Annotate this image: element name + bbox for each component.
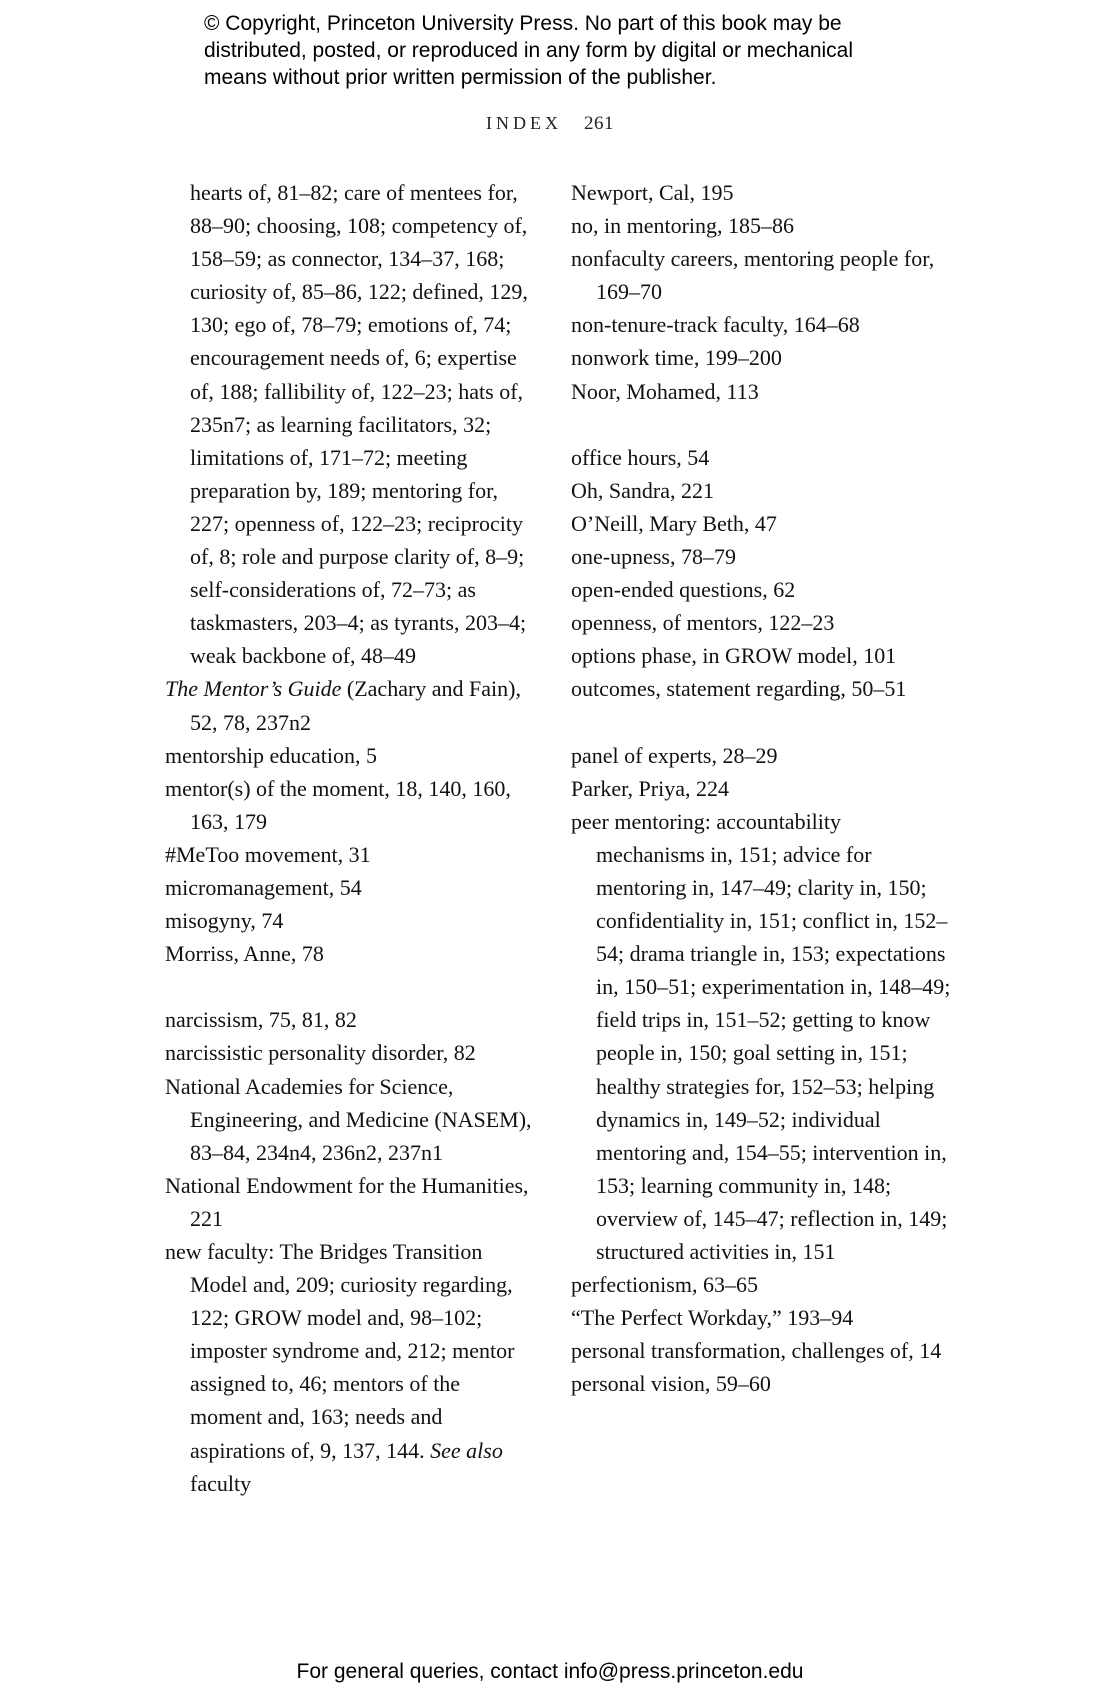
index-entry: narcissism, 75, 81, 82	[165, 1007, 357, 1033]
index-entry: non-tenure-track faculty, 164–68	[571, 312, 860, 338]
index-entry: no, in mentoring, 185–86	[571, 213, 795, 239]
index-entry: perfectionism, 63–65	[571, 1272, 758, 1298]
index-entry: office hours, 54	[571, 444, 710, 470]
section-gap	[571, 408, 951, 441]
index-entry: Newport, Cal, 195	[571, 180, 734, 205]
index-entry	[165, 1235, 537, 1500]
index-entry: personal transformation, challenges of, 14	[571, 1338, 942, 1364]
index-entry: peer mentoring: accountability mechanisms in, 151; advice for mentoring in, 147–49; clarity in, 150; confidentiality in, 151; conflict in, 152–54; drama triangle in, 153; expectations in, 150–51; experimentation in, 148–49; field trips in, 151–52; getting to know people in, 150; goal setting in, 151; healthy strategies for, 152–53; helping dynamics in, 149–52; individual mentoring and, 154–55; intervention in, 153; learning community in, 148; overview of, 145–47; reflection in, 149; structured activities in, 151	[571, 808, 951, 1264]
entry-rest: (Zachary and Fain), 52, 78, 237n2	[190, 676, 521, 735]
running-head-label: INDEX	[486, 113, 562, 133]
section-gap	[571, 706, 951, 739]
footer-contact: For general queries, contact info@press.princeton.edu	[296, 1660, 804, 1683]
index-entry: micromanagement, 54	[165, 874, 362, 900]
index-entry: Morriss, Anne, 78	[165, 941, 324, 967]
index-entry: options phase, in GROW model, 101	[571, 643, 897, 669]
see-also-ref: faculty	[190, 1470, 252, 1496]
index-entry: mentor(s) of the moment, 18, 140, 160, 163, 179	[165, 775, 511, 834]
index-column-left	[165, 176, 537, 1500]
index-column-right	[571, 176, 951, 1400]
see-also: See also	[430, 1437, 503, 1463]
entry-title: The Mentor’s Guide	[165, 676, 342, 702]
running-head	[0, 113, 1100, 135]
index-entry: panel of experts, 28–29	[571, 742, 778, 768]
index-entry: narcissistic personality disorder, 82	[165, 1040, 476, 1066]
index-entry: one-upness, 78–79	[571, 544, 736, 570]
index-entry: Oh, Sandra, 221	[571, 477, 714, 503]
index-entry: National Academies for Science, Engineering, and Medicine (NASEM), 83–84, 234n4, 236n2, 237n1	[165, 1073, 532, 1165]
entry-main: new faculty: The Bridges Transition Model and, 209; curiosity regarding, 122; GROW model and, 98–102; imposter syndrome and, 212; mentor assigned to, 46; mentors of the moment and, 163; needs and aspirations of, 9, 137, 144.	[165, 1239, 515, 1463]
index-entry: O’Neill, Mary Beth, 47	[571, 510, 777, 536]
index-entry: misogyny, 74	[165, 908, 284, 934]
index-entry: nonwork time, 199–200	[571, 345, 782, 371]
copyright-line-2: distributed, posted, or reproduced in any form by digital or mechanical	[204, 39, 854, 62]
copyright-notice	[204, 10, 924, 91]
page-number: 261	[584, 113, 614, 134]
index-entry: personal vision, 59–60	[571, 1371, 771, 1397]
copyright-line-3: means without prior written permission of the publisher.	[204, 66, 717, 89]
index-entry: #MeToo movement, 31	[165, 841, 371, 867]
index-entry: openness, of mentors, 122–23	[571, 610, 835, 636]
index-entry: Noor, Mohamed, 113	[571, 378, 759, 404]
index-entry: nonfaculty careers, mentoring people for, 169–70	[571, 246, 935, 305]
index-entry: mentorship education, 5	[165, 742, 378, 768]
section-gap	[165, 970, 537, 1003]
index-entry: “The Perfect Workday,” 193–94	[571, 1305, 854, 1331]
index-entry	[165, 672, 537, 738]
copyright-line-1: © Copyright, Princeton University Press. No part of this book may be	[204, 12, 842, 35]
index-entry: Parker, Priya, 224	[571, 775, 729, 801]
index-entry: open-ended questions, 62	[571, 577, 796, 603]
index-entry: National Endowment for the Humanities, 221	[165, 1172, 529, 1231]
index-entry: hearts of, 81–82; care of mentees for, 88–90; choosing, 108; competency of, 158–59; as connector, 134–37, 168; curiosity of, 85–86, 122; defined, 129, 130; ego of, 78–79; emotions of, 74; encouragement needs of, 6; expertise of, 188; fallibility of, 122–23; hats of, 235n7; as learning facilitators, 32; limitations of, 171–72; meeting preparation by, 189; mentoring for, 227; openness of, 122–23; reciprocity of, 8; role and purpose clarity of, 8–9; self-considerations of, 72–73; as taskmasters, 203–4; as tyrants, 203–4; weak backbone of, 48–49	[190, 180, 528, 669]
index-entry: outcomes, statement regarding, 50–51	[571, 676, 907, 702]
